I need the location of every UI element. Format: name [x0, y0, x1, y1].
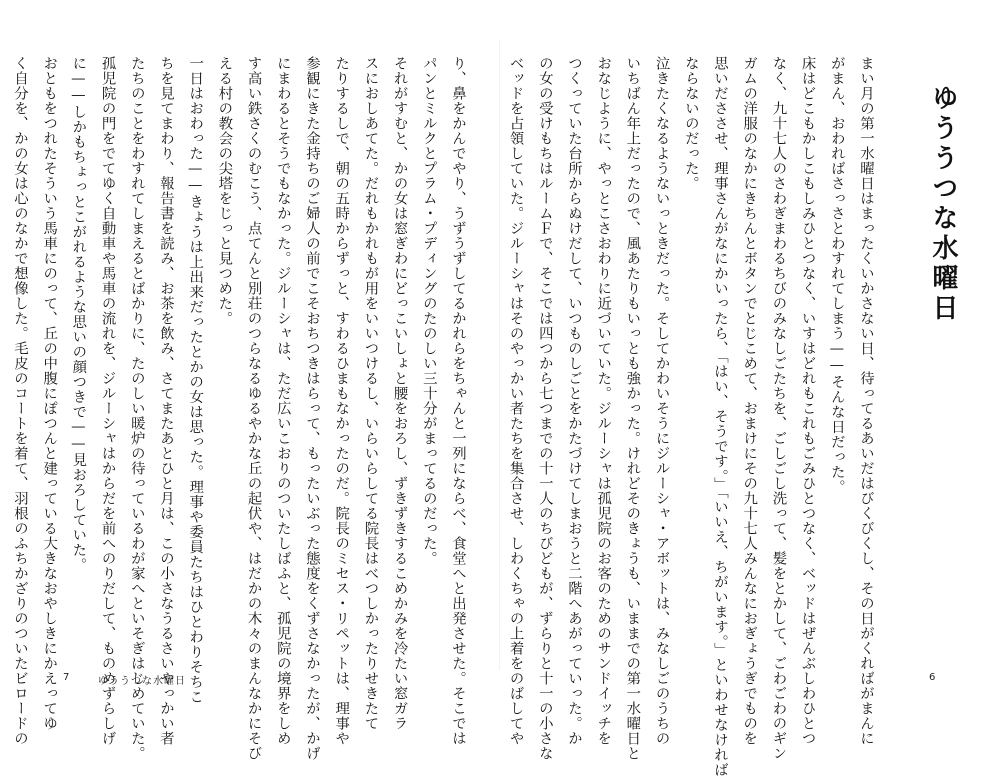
body-line: 床はどこもかしこもしみひとつなく、いすはどれもこれもごみひとつなく、ベッドはぜんぶしわひとつ	[799, 56, 816, 746]
body-line: スにおしあてた。だれもかれもが用をいいつけるし、いらいらしてる院長はべつしかったりせきたて	[362, 56, 379, 731]
body-line: がまん、おわればさっさとわすれてしまう——そんな日だった。	[828, 56, 845, 495]
body-line: に——しかもちょっとこがれるような思いの顔つきで——見おろしていた。	[70, 56, 87, 573]
body-line: パンとミルクとプラム・プディングのたのしい三十分がまってるのだった。	[420, 56, 437, 566]
body-line: たりするしで、朝の五時からずっと、すわるひまもなかったのだ。院長のミセス・リペットは、理事や	[333, 56, 350, 746]
body-line: 思いだささせ、理事さんがなにかいったら、「はい、そうです。」「いいえ、ちがいます。」といわせなければ	[711, 56, 728, 777]
body-line: ベッドを占領していた。ジルーシャはそのやっかい者たちを集合させ、しわくちゃの上着をのばしてや	[507, 56, 524, 746]
body-line: それがすむと、かの女は窓ぎわにどっこいしょと腰をおろし、ずきずきするこめかみを冷たい窓ガラ	[391, 56, 408, 731]
body-line: いちばん年上だったので、風あたりもいっとも強かった。けれどそのきょうも、いままでの第一水曜日と	[624, 56, 641, 761]
body-line	[0, 56, 5, 666]
chapter-title: ゆううつな水曜日	[928, 84, 958, 324]
page-number-right: 6	[929, 672, 936, 683]
body-line: り、鼻をかんでやり、うずうずしてるかれらをちゃんと一列にならべ、食堂へと出発させた。そこでは	[450, 56, 466, 746]
body-line: おなじように、やっとこさおわりに近づいていた。ジルーシャは孤児院のお客のためのサンドイッチを	[595, 56, 612, 746]
body-line: の女の受けもちはルームＦで、そこでは四つから七つまでの十一人のちびどもが、ずらりと十一の小さな	[536, 56, 553, 761]
right-page	[500, 0, 1000, 777]
body-line: 孤児院の門をでてゆく自動車や馬車の流れを、ジルーシャはからだを前へのりだして、ものめずらしげ	[99, 56, 116, 746]
body-line: ちを見てまわり、報告書を読み、お茶を飲み、さてまたあとひと月は、この小さなうるさいやっかい者	[157, 56, 174, 746]
running-title: ゆううつな水曜日	[98, 676, 186, 687]
body-line: ガムの洋服のなかにきちんとボタンでとじこめて、おまけにその九十七人みんなにおぎょうぎでものを	[741, 56, 758, 746]
body-line: たちのことをわすれてしまえるとばかりに、たのしい暖炉の待っているわが家へといそぎはじめていた。	[128, 56, 145, 761]
body-line: す高い鉄さくのむこう、点てんと別荘のつらなるゆるやかな丘の起伏や、はだかの木々のまんなかにそび	[245, 56, 262, 761]
body-line: える村の教会の尖塔をじっと見つめた。	[216, 56, 233, 326]
body-line: おともをつれたそういう馬車にのって、丘の中腹にぽつんと建っている大きなおやしきにかえってゆ	[41, 56, 58, 731]
body-line: にまわるとそうでもなかった。ジルーシャは、ただ広いこおりのついたしばふと、孤児院の境界をしめ	[274, 56, 291, 746]
body-line: つくっていた台所からぬけだして、いつものしごとをかたづけてしまおうと二階へあがっていった。か	[565, 56, 582, 746]
body-line: なく、九十七人のさわぎまわるちびのみなしごたちを、ごしごし洗って、髪をとかして、ごわごわのギン	[770, 56, 787, 761]
body-line: まい月の第一水曜日はまったくいかさない日、待ってるあいだはびくびくし、その日がくればがまんに	[858, 56, 874, 746]
body-line: 参観にきた金持ちのご婦人の前でこそおちつきはらって、もったいぶった態度をくずさなかったが、かげ	[303, 56, 320, 761]
body-line: ならないのだった。	[682, 56, 699, 191]
right-page-body-text	[500, 56, 880, 777]
left-page	[0, 0, 500, 761]
page-number-left: 7	[63, 672, 70, 683]
body-line: く自分を、かの女は心のなかで想像した。毛皮のコートを着て、羽根のふちかざりのついたビロードの	[11, 56, 28, 746]
body-line: 泣きたくなるようないっときだった。そしてかわいそうにジルーシャ・アボットは、みなしごのうちの	[653, 56, 670, 746]
body-line: 一日はおわった——きょうは上出来だったとかの女は思った。理事や委員たちはひとわりそちこ	[187, 56, 204, 705]
